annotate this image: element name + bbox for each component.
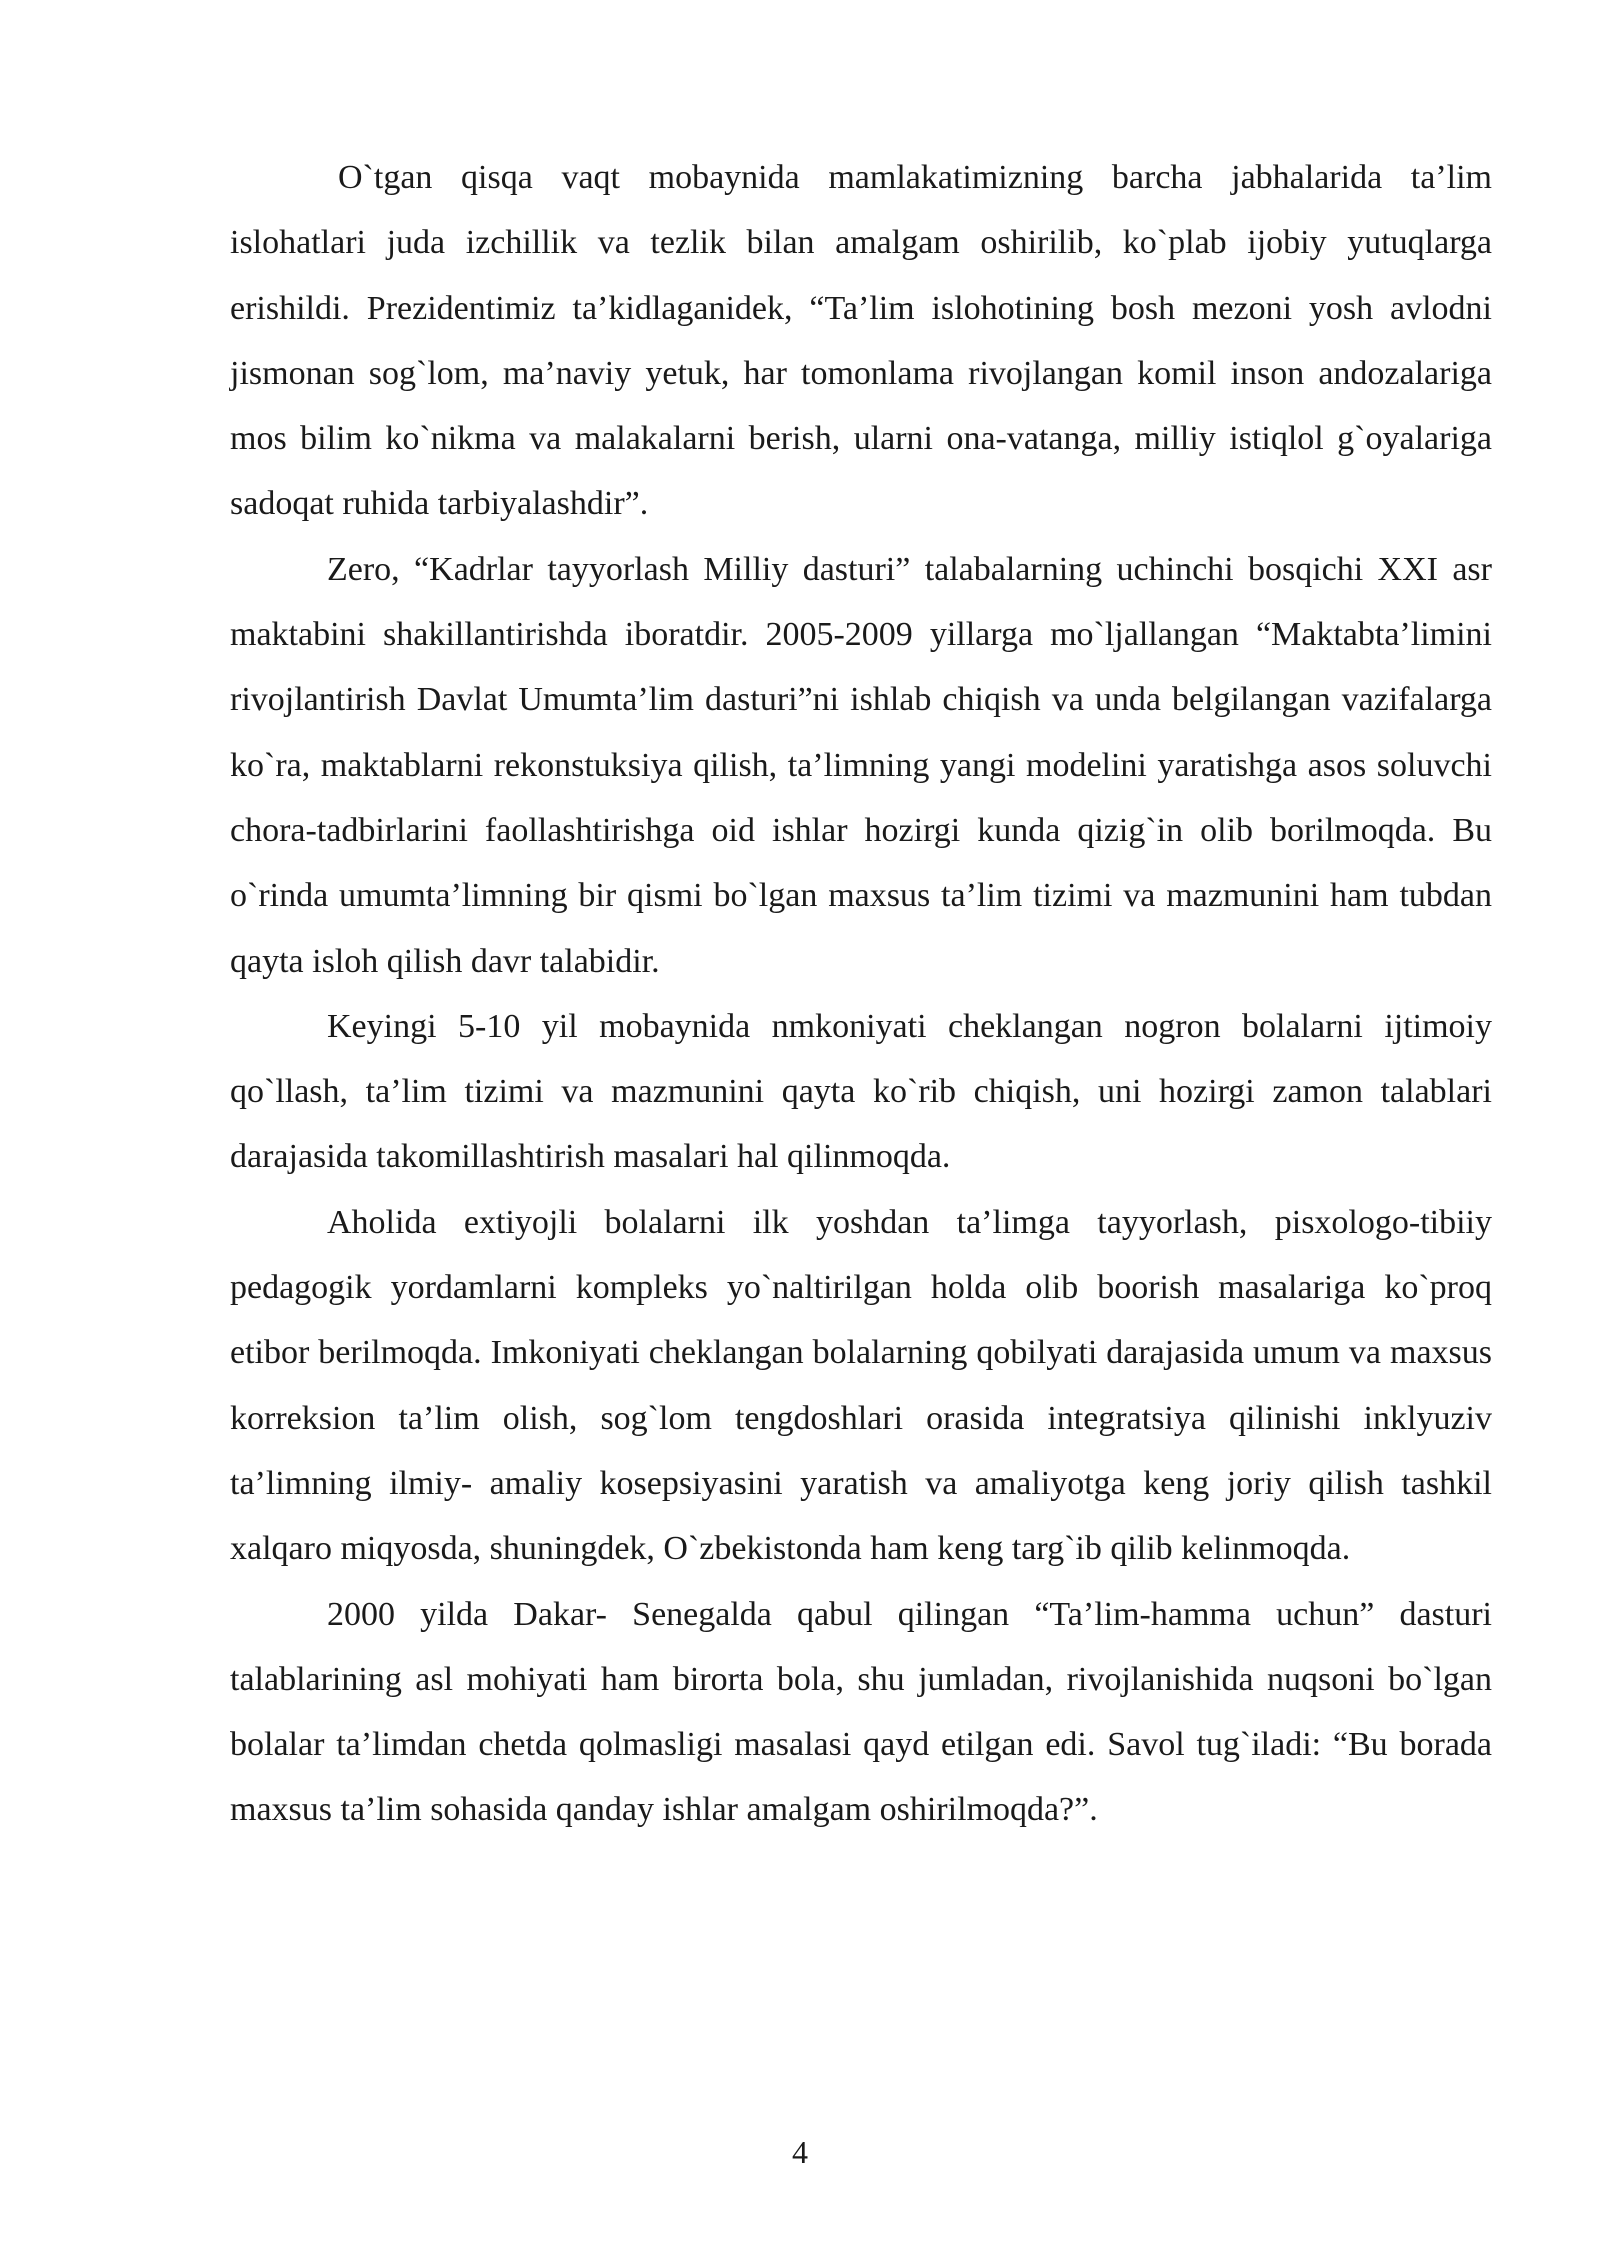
paragraph-5: 2000 yilda Dakar- Senegalda qabul qilingan “Ta’lim-hamma uchun” dasturi talablarining asl mohiyati ham birorta bola, shu jumladan, rivojlanishida nuqsoni bo`lgan bolalar ta’limdan chetda qolmasligi masalasi qayd etilgan edi. Savol tug`iladi: “Bu borada maxsus ta’lim sohasida qanday ishlar amalgam oshirilmoqda?”. [230,1595,1492,1829]
paragraph-2: Zero, “Kadrlar tayyorlash Milliy dasturi” talabalarning uchinchi bosqichi XXI asr maktabini shakillantirishda iboratdir. 2005-2009 yillarga mo`ljallangan “Maktabta’limini rivojlantirish Davlat Umumta’lim dasturi”ni ishlab chiqish va unda belgilangan vazifalarga ko`ra, maktablarni rekonstuksiya qilish, ta’limning yangi modelini yaratishga asos soluvchi chora-tadbirlarini faollashtirishga oid ishlar hozirgi kunda qizig`in olib borilmoqda. Bu o`rinda umumta’limning bir qismi bo`lgan maxsus ta’lim tizimi va mazmunini ham tubdan qayta isloh qilish davr talabidir. [230,550,1492,980]
body-text [230,145,1492,1843]
paragraph-4: Aholida extiyojli bolalarni ilk yoshdan ta’limga tayyorlash, pisxologo-tibiiy pedagogik yordamlarni kompleks yo`naltirilgan holda olib boorish masalariga ko`proq etibor berilmoqda. Imkoniyati cheklangan bolalarning qobilyati darajasida umum va maxsus korreksion ta’lim olish, sog`lom tengdoshlari orasida integratsiya qilinishi inklyuziv ta’limning ilmiy- amaliy kosepsiyasini yaratish va amaliyotga keng joriy qilish tashkil xalqaro miqyosda, shuningdek, O`zbekistonda ham keng targ`ib qilib kelinmoqda. [230,1203,1492,1568]
paragraph-1: O`tgan qisqa vaqt mobaynida mamlakatimizning barcha jabhalarida ta’lim islohatlari juda izchillik va tezlik bilan amalgam oshirilib, ko`plab ijobiy yutuqlarga erishildi. Prezidentimiz ta’kidlaganidek, “Ta’lim islohotining bosh mezoni yosh avlodni jismonan sog`lom, ma’naviy yetuk, har tomonlama rivojlangan komil inson andozalariga mos bilim ko`nikma va malakalarni berish, ularni ona-vatanga, milliy istiqlol g`oyalariga sadoqat ruhida tarbiyalashdir”. [230,159,1492,523]
page-number: 4 [792,2134,808,2170]
paragraph-3: Keyingi 5-10 yil mobaynida nmkoniyati cheklangan nogron bolalarni ijtimoiy qo`llash, ta’lim tizimi va mazmunini qayta ko`rib chiqish, uni hozirgi zamon talablari darajasida takomillashtirish masalari hal qilinmoqda. [230,1007,1492,1176]
